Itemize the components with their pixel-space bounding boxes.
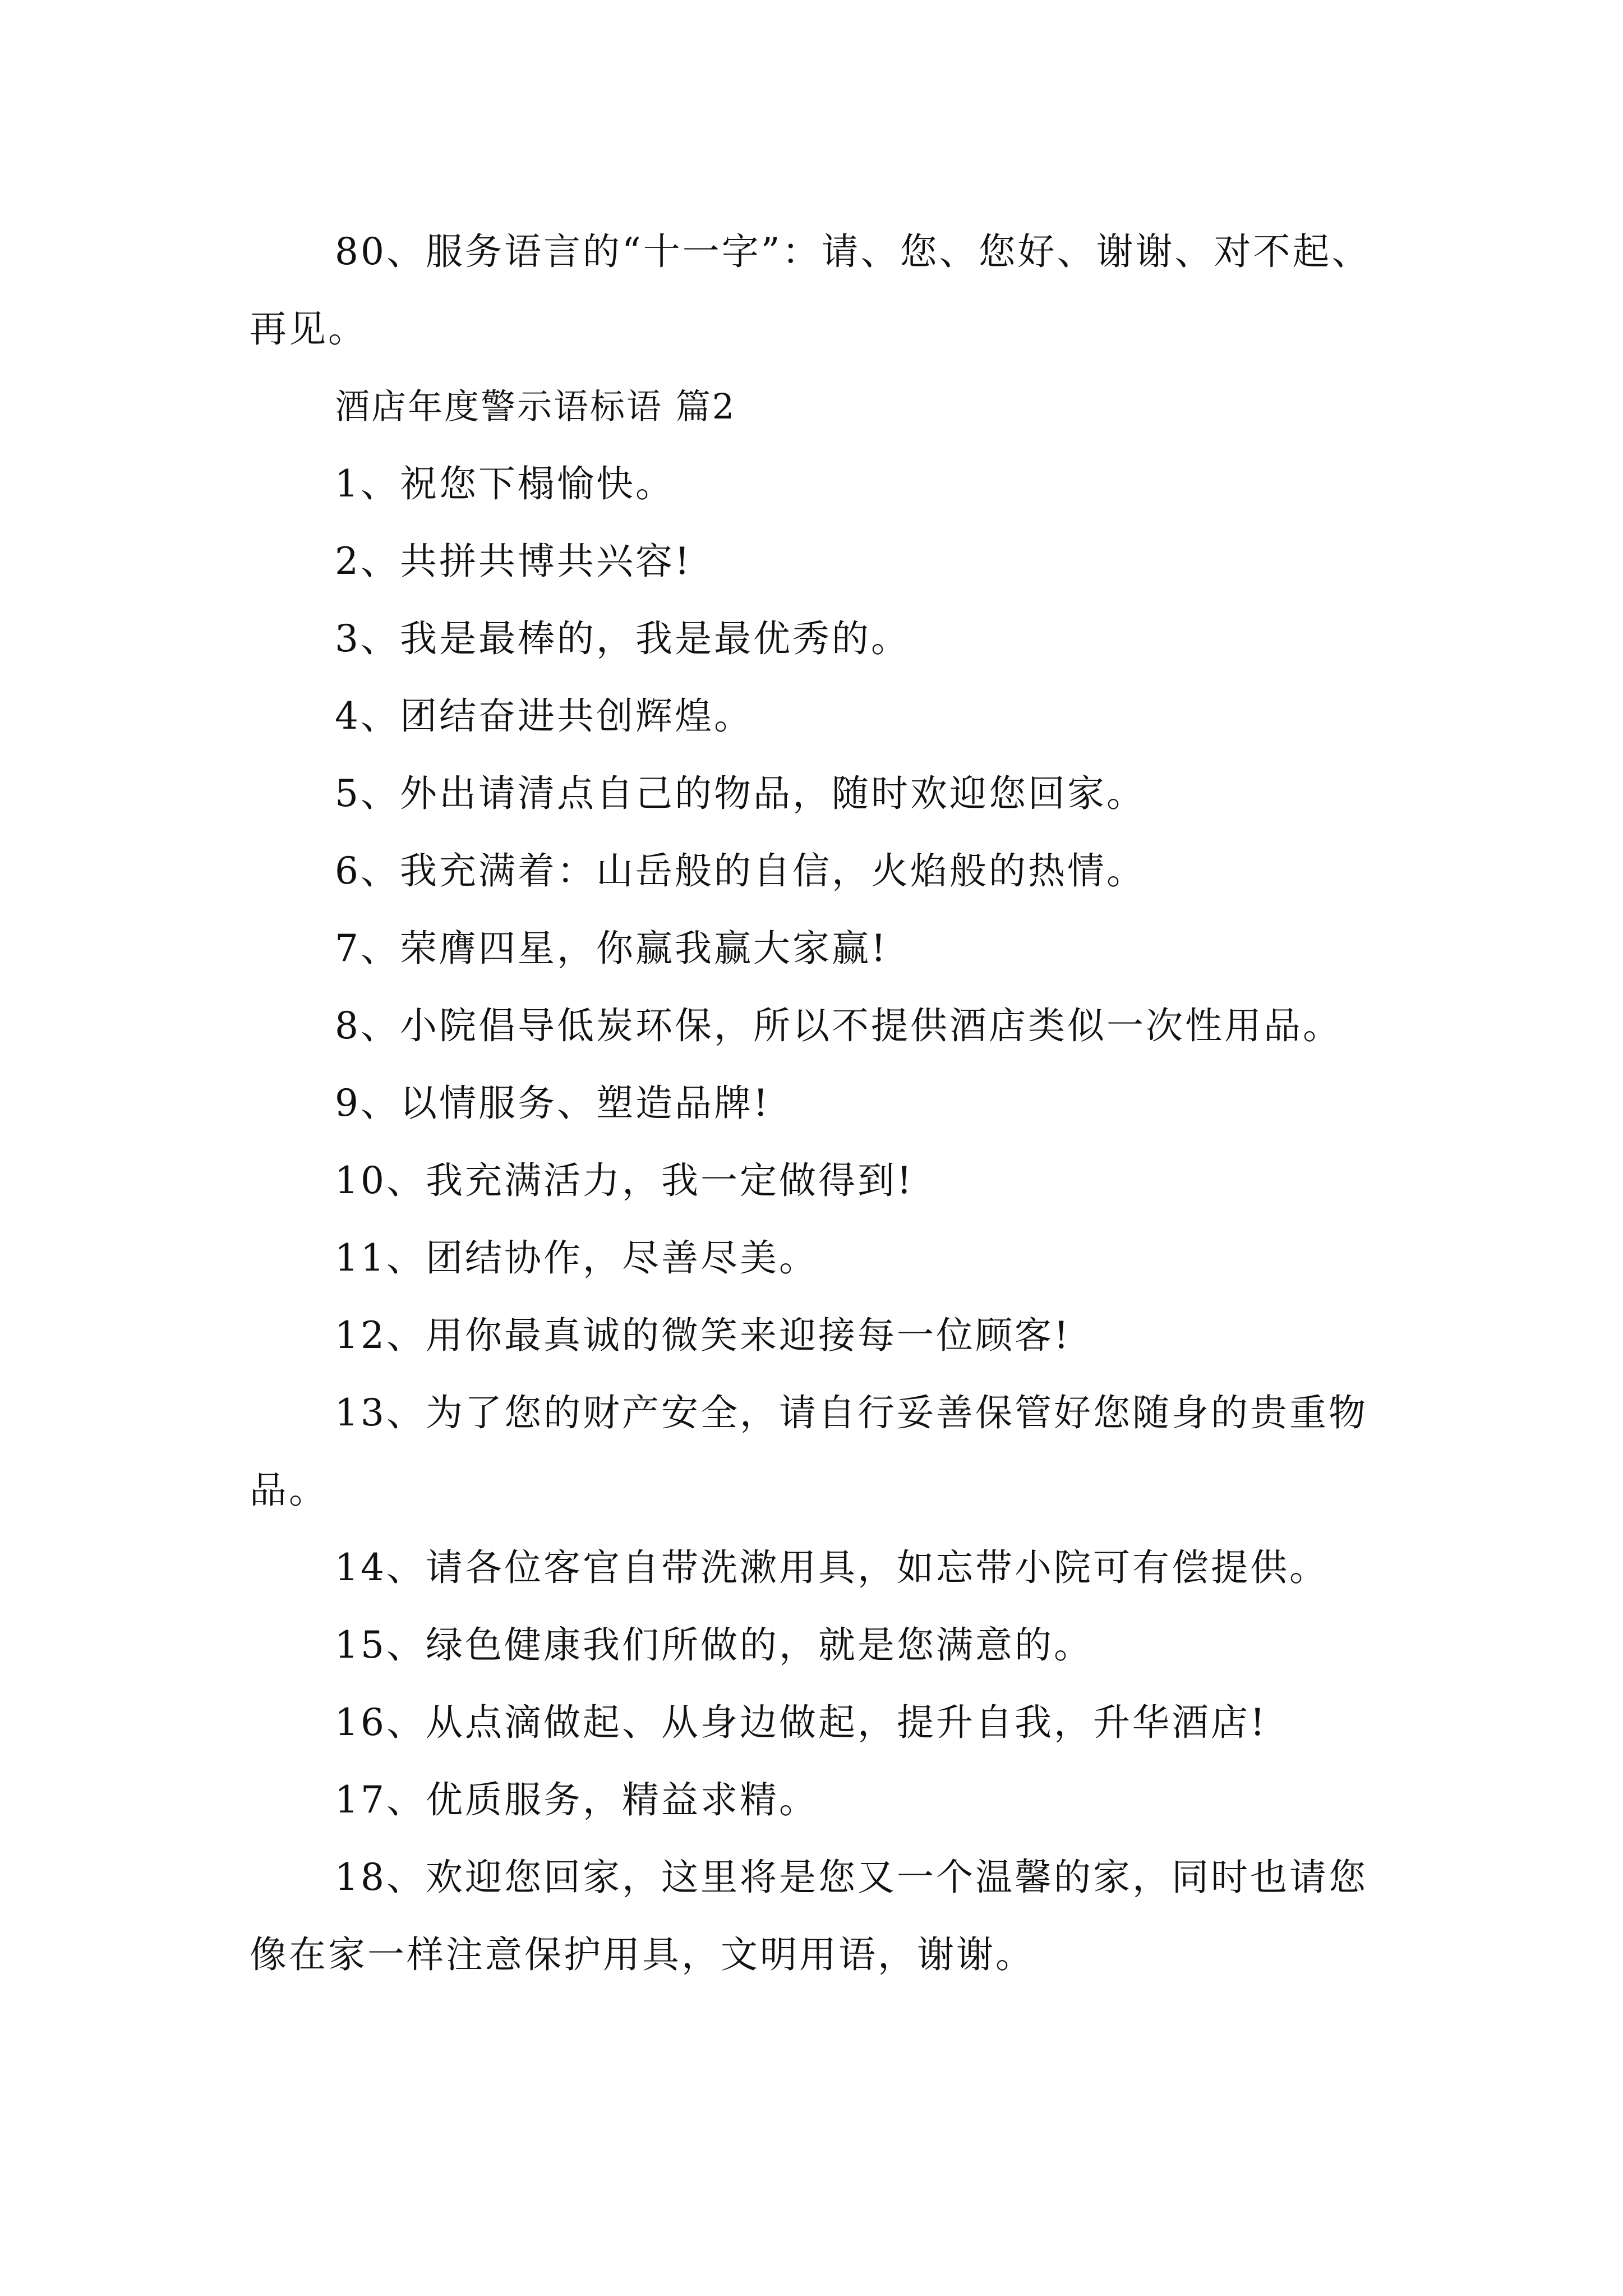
list-item: 10、我充满活力，我一定做得到!: [335, 1159, 914, 1202]
paragraph-item-80: 80、服务语言的“十一字”：请、您、您好、谢谢、对不起、再见。: [250, 230, 1371, 351]
list-item: 14、请各位客官自带洗漱用具，如忘带小院可有偿提供。: [335, 1546, 1329, 1589]
list-item: 13、为了您的财产安全，请自行妥善保管好您随身的贵重物品。: [250, 1391, 1368, 1512]
list-item: 6、我充满着：山岳般的自信，火焰般的热情。: [335, 849, 1146, 892]
list-item: 17、优质服务，精益求精。: [335, 1778, 818, 1821]
list-item: 3、我是最棒的，我是最优秀的。: [335, 617, 910, 660]
list-item: 4、团结奋进共创辉煌。: [335, 694, 753, 738]
list-item: 18、欢迎您回家，这里将是您又一个温馨的家，同时也请您像在家一样注意保护用具，文明用语，谢谢。: [250, 1856, 1368, 1976]
list-item: 11、团结协作，尽善尽美。: [335, 1236, 818, 1280]
list-item: 5、外出请清点自己的物品，随时欢迎您回家。: [335, 772, 1146, 815]
list-item: 15、绿色健康我们所做的，就是您满意的。: [335, 1623, 1093, 1667]
list-item: 16、从点滴做起、从身边做起，提升自我，升华酒店!: [335, 1701, 1267, 1744]
list-item: 8、小院倡导低炭环保，所以不提供酒店类似一次性用品。: [335, 1004, 1342, 1047]
list-item: 12、用你最真诚的微笑来迎接每一位顾客!: [335, 1314, 1071, 1357]
list-item: 9、以情服务、塑造品牌!: [335, 1082, 771, 1125]
list-item: 1、祝您下榻愉快。: [335, 462, 675, 505]
section-heading: 酒店年度警示语标语 篇2: [335, 386, 736, 427]
list-item: 7、荣膺四星，你赢我赢大家赢!: [335, 927, 888, 970]
list-item: 2、共拼共博共兴容!: [335, 540, 692, 583]
document-body: [250, 213, 1382, 1994]
